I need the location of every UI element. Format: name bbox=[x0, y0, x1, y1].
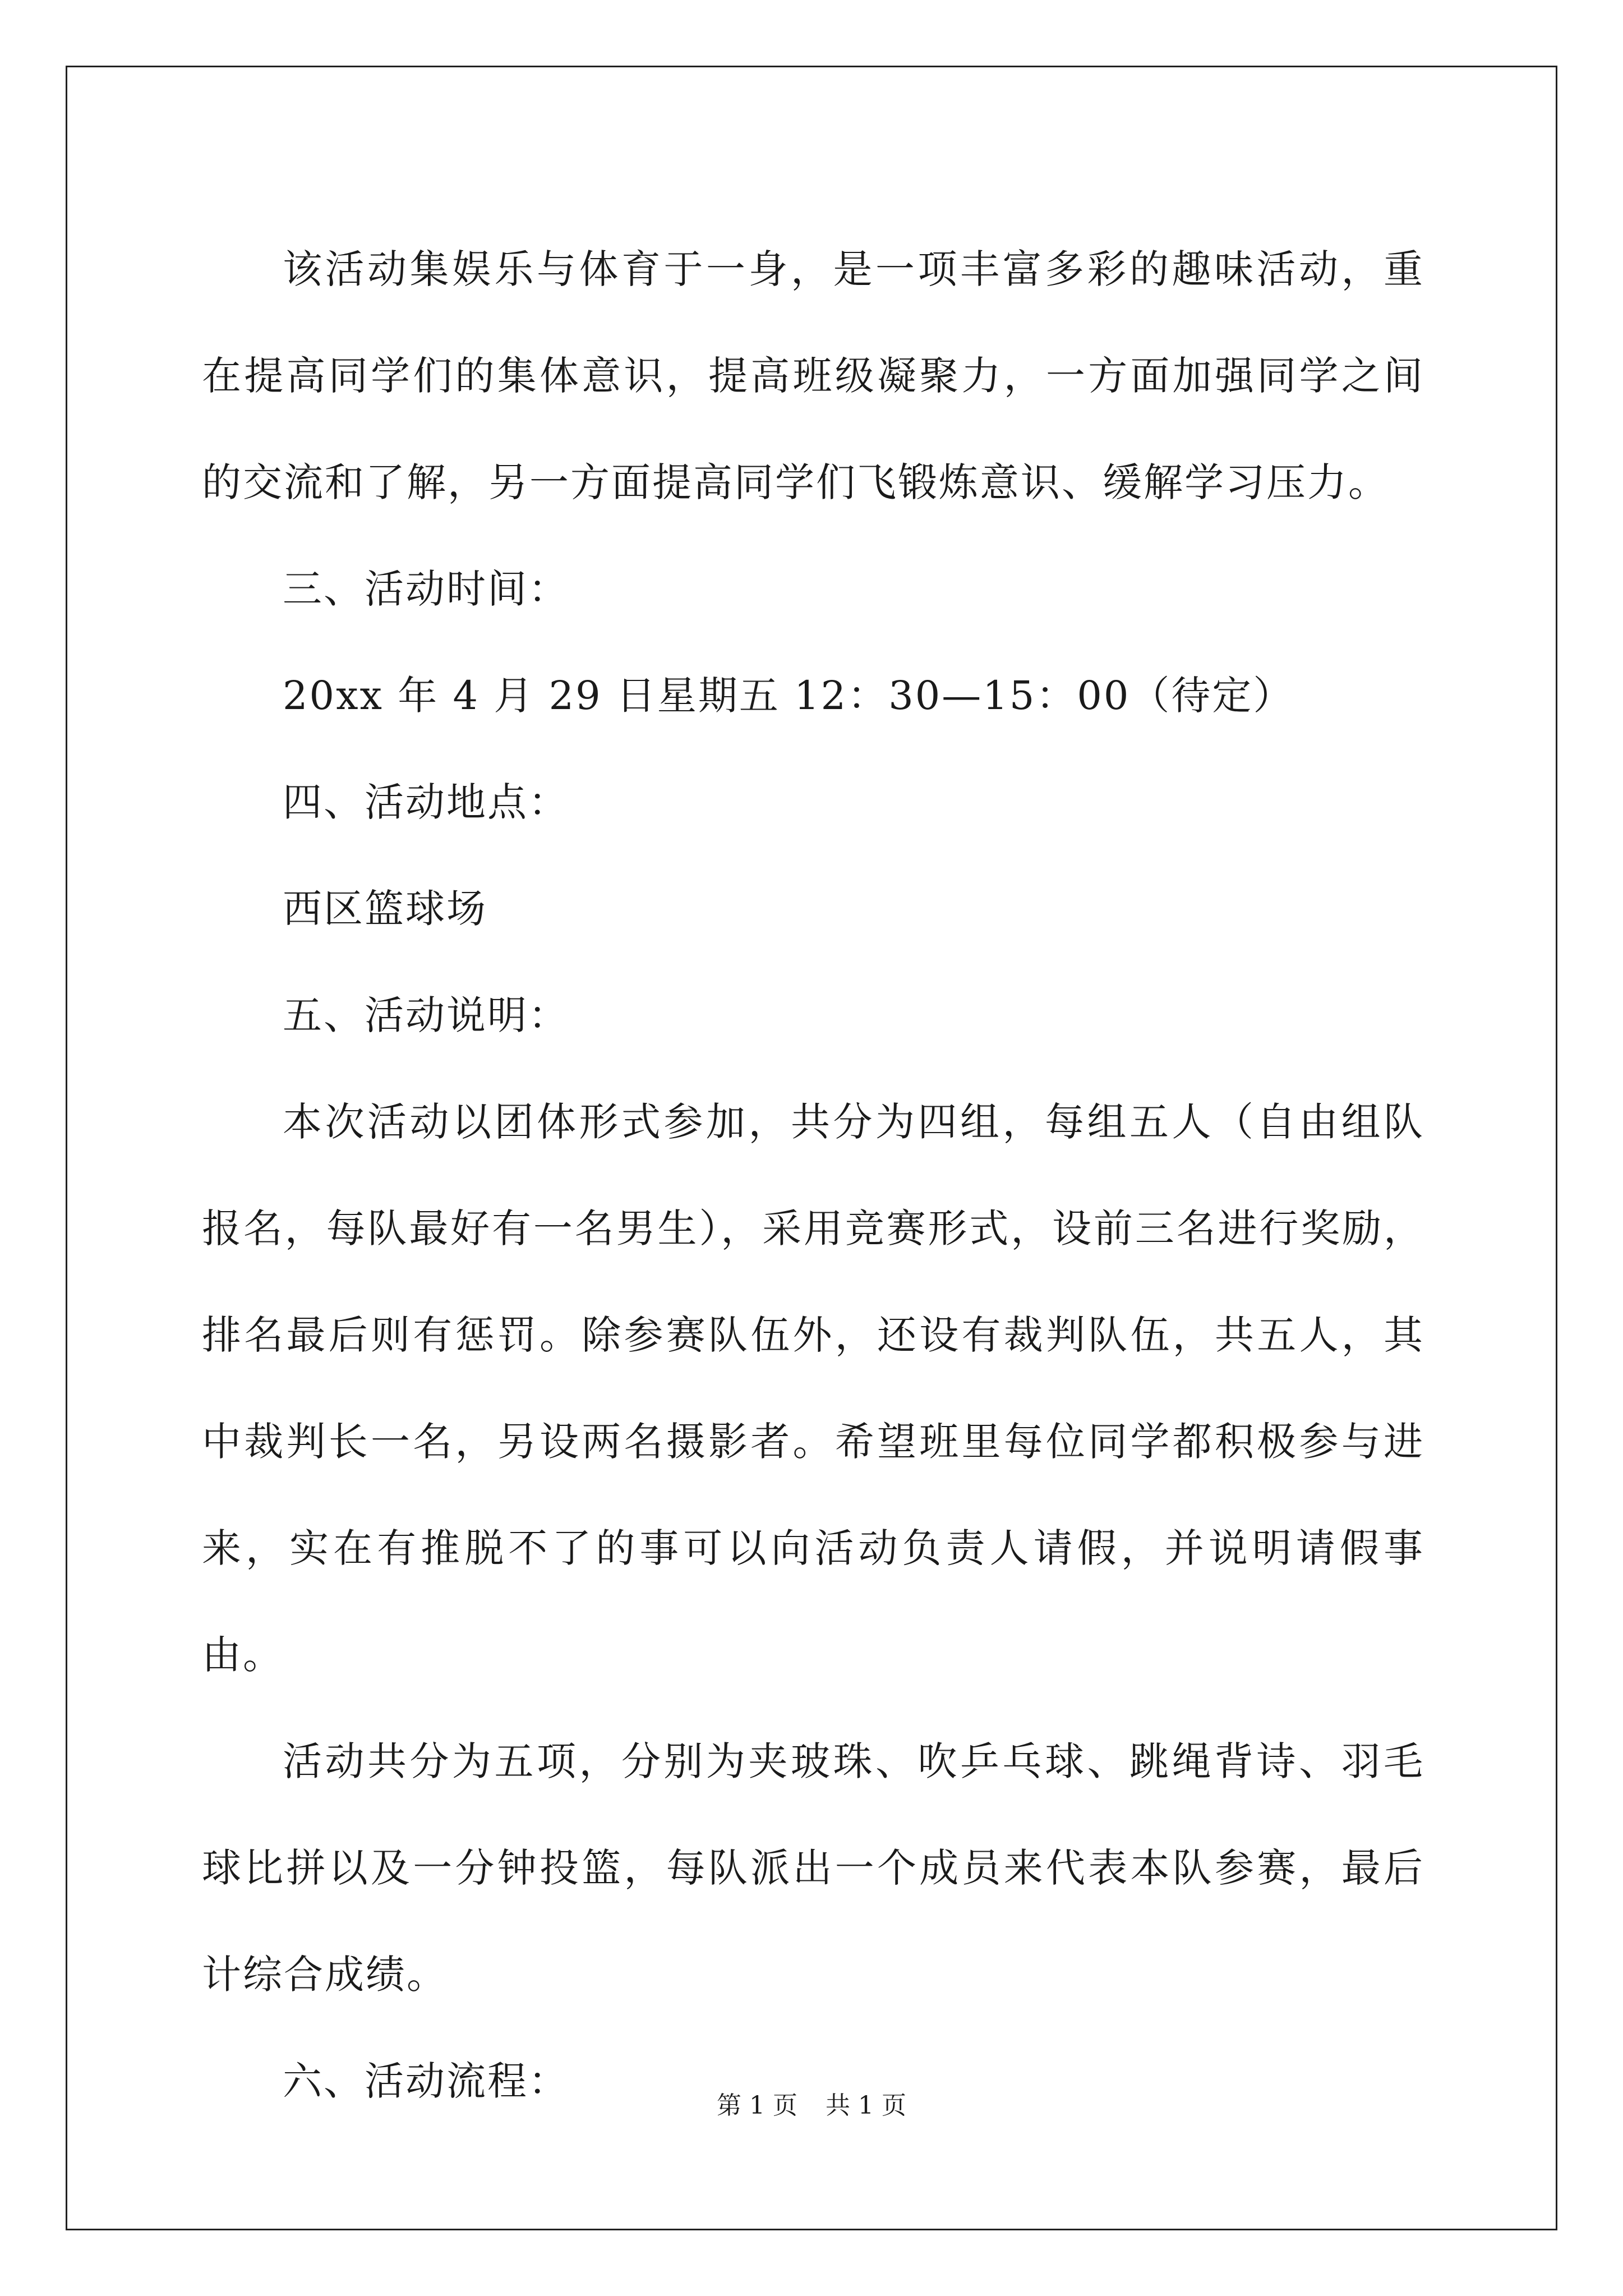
page-total: 共 1 页 bbox=[826, 2091, 906, 2120]
paragraph-activity-events: 活动共分为五项，分别为夹玻珠、吹乒乓球、跳绳背诗、羽毛球比拼以及一分钟投篮，每队派出一个成员来代表本队参赛，最后计综合成绩。 bbox=[202, 1738, 1424, 1998]
paragraph-activity-location: 西区篮球场 bbox=[283, 886, 487, 932]
paragraph-activity-time: 20xx 年 4 月 29 日星期五 12：30—15：00（待定） bbox=[283, 673, 1294, 719]
page-number: 第 1 页 bbox=[717, 2091, 797, 2120]
document-body bbox=[202, 216, 1424, 2134]
heading-activity-location: 四、活动地点： bbox=[283, 779, 569, 825]
heading-activity-description: 五、活动说明： bbox=[283, 992, 569, 1038]
heading-activity-time: 三、活动时间： bbox=[283, 566, 569, 612]
paragraph-activity-description: 本次活动以团体形式参加，共分为四组，每组五人（自由组队报名，每队最好有一名男生），采用竞赛形式，设前三名进行奖励，排名最后则有惩罚。除参赛队伍外，还设有裁判队伍，共五人，其中裁判长一名，另设两名摄影者。希望班里每位同学都积极参与进来，实在有推脱不了的事可以向活动负责人请假，并说明请假事由。 bbox=[202, 1099, 1424, 1678]
heading-activity-process: 六、活动流程： bbox=[283, 2058, 569, 2104]
paragraph-activity-purpose: 该活动集娱乐与体育于一身，是一项丰富多彩的趣味活动，重在提高同学们的集体意识，提高班级凝聚力，一方面加强同学之间的交流和了解，另一方面提高同学们飞锻炼意识、缓解学习压力。 bbox=[202, 246, 1424, 505]
page-footer bbox=[0, 2089, 1623, 2123]
